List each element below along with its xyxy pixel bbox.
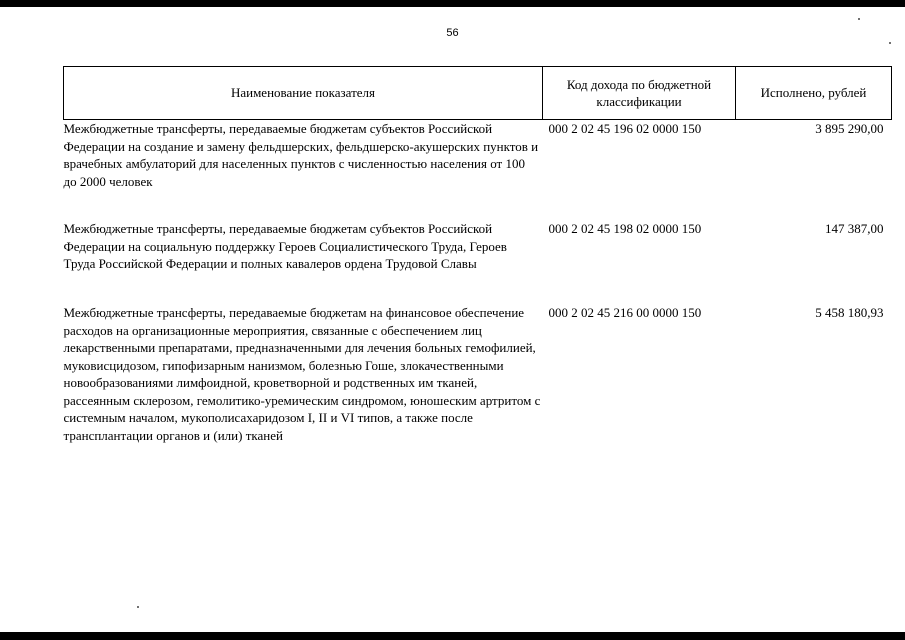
page-number: 56 [446,27,459,39]
revenue-code-cell: 000 2 02 45 216 00 0000 150 [548,305,702,320]
table-header-row [64,67,892,120]
bottom-scan-border [0,632,905,640]
indicator-name-cell: Межбюджетные трансферты, передаваемые бюджетам субъектов Российской Федерации на социальную поддержку Героев Социалистического Труда, Героев Труда Российской Федерации и полных кавалеров ордена Трудовой Славы [63,221,507,271]
table-row [64,304,892,444]
indicator-name-cell: Межбюджетные трансферты, передаваемые бюджетам на финансовое обеспечение расходов на организационные мероприятия, связанные с обеспечением лиц лекарственными препаратами, предназначенными для лечения больных гемофилией, муковисцидозом, гипофизарным нанизмом, болезнью Гоше, злокачественными новообразованиями лимфоидной, кроветворной и родственных им тканей, рассеянным склерозом, гемолитико-уремическим синдромом, юношеским артритом с системным началом, мукополисахаридозом I, II и VI типов, а также после трансплантации органов и (или) тканей [63,305,541,443]
budget-revenue-table [63,66,892,444]
revenue-code-cell: 000 2 02 45 196 02 0000 150 [548,121,702,136]
indicator-name-cell: Межбюджетные трансферты, передаваемые бюджетам субъектов Российской Федерации на создание и замену фельдшерских, фельдшерско-акушерских пунктов и врачебных амбулаторий для населенных пунктов с численностью населения от 100 до 2000 человек [63,121,539,189]
amount-cell: 5 458 180,93 [815,305,884,320]
amount-cell: 147 387,00 [825,221,884,236]
header-indicator-name: Наименование показателя [64,67,543,120]
header-revenue-code: Код дохода по бюджетной классификации [543,67,736,120]
header-executed-amount: Исполнено, рублей [736,67,892,120]
scan-speck [137,606,139,608]
amount-cell: 3 895 290,00 [815,121,884,136]
revenue-code-cell: 000 2 02 45 198 02 0000 150 [548,221,702,236]
table-row [64,220,892,304]
scan-speck [858,18,860,20]
scan-speck [889,42,891,44]
table-row [64,120,892,221]
top-scan-border [0,0,905,7]
